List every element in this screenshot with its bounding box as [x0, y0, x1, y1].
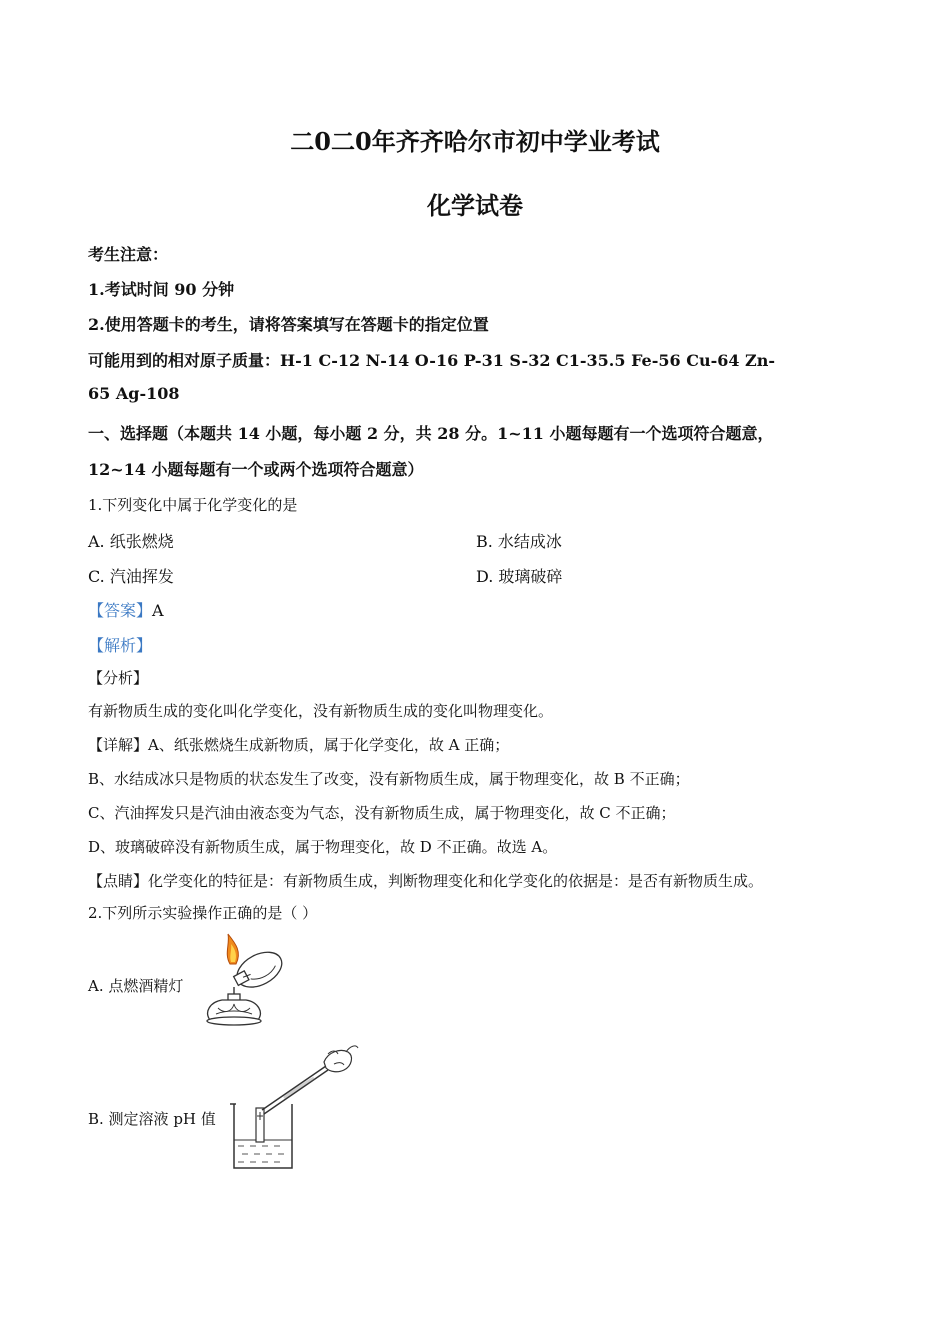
detail-b: B、水结成冰只是物质的状态发生了改变，没有新物质生成，属于物理变化，故 B 不正确；: [88, 770, 690, 788]
notice-heading: 考生注意：: [88, 245, 169, 264]
notice-item-card: 2.使用答题卡的考生，请将答案填写在答题卡的指定位置: [88, 315, 489, 334]
detail-c: C、汽油挥发只是汽油由液态变为气态，没有新物质生成，属于物理变化，故 C 不正确；: [88, 804, 676, 822]
question-1-option-c: C. 汽油挥发: [88, 567, 174, 586]
answer-value: A: [152, 601, 164, 620]
answer-line: [88, 598, 868, 621]
analysis-tag: 【解析】: [88, 636, 153, 655]
notice-item-time: 1.考试时间 90 分钟: [88, 280, 235, 299]
detail-d: D、玻璃破碎没有新物质生成，属于物理变化，故 D 不正确。故选 A。: [88, 838, 558, 856]
section-heading-line1: 一、选择题（本题共 14 小题，每小题 2 分，共 28 分。1~11 小题每题有一个选项符合题意，: [88, 424, 774, 443]
exam-subtitle: 化学试卷: [427, 191, 523, 220]
atomic-masses-line1: 可能用到的相对原子质量：H-1 C-12 N-14 O-16 P-31 S-32 C1-35.5 Fe-56 Cu-64 Zn-: [88, 351, 776, 370]
question-2-option-b-label: B. 测定溶液 pH 值: [88, 1110, 216, 1128]
answer-tag: 【答案】: [88, 601, 153, 620]
question-1-stem: 1.下列变化中属于化学变化的是: [88, 496, 298, 514]
ph-test-beaker-illustration: [228, 1040, 360, 1174]
question-1-option-a: A. 纸张燃烧: [88, 532, 174, 551]
fenxi-tag: 【分析】: [88, 669, 149, 687]
question-2-option-a-label: A. 点燃酒精灯: [88, 977, 184, 995]
exam-title: 二0二0年齐齐哈尔市初中学业考试: [290, 127, 660, 156]
alcohol-lamp-lighting-illustration: [196, 932, 288, 1030]
question-1-option-d: D. 玻璃破碎: [476, 567, 563, 586]
dianjing-text: 【点睛】化学变化的特征是：有新物质生成，判断物理变化和化学变化的依据是：是否有新物质生成。: [88, 872, 764, 890]
question-1-option-b: B. 水结成冰: [476, 532, 562, 551]
section-heading-line2: 12~14 小题每题有一个或两个选项符合题意）: [88, 460, 424, 479]
question-2-stem: 2.下列所示实验操作正确的是（ ）: [88, 904, 318, 922]
atomic-masses-line2: 65 Ag-108: [88, 384, 180, 403]
detail-a: 【详解】A、纸张燃烧生成新物质，属于化学变化，故 A 正确；: [88, 736, 510, 754]
fenxi-text: 有新物质生成的变化叫化学变化，没有新物质生成的变化叫物理变化。: [88, 702, 554, 720]
